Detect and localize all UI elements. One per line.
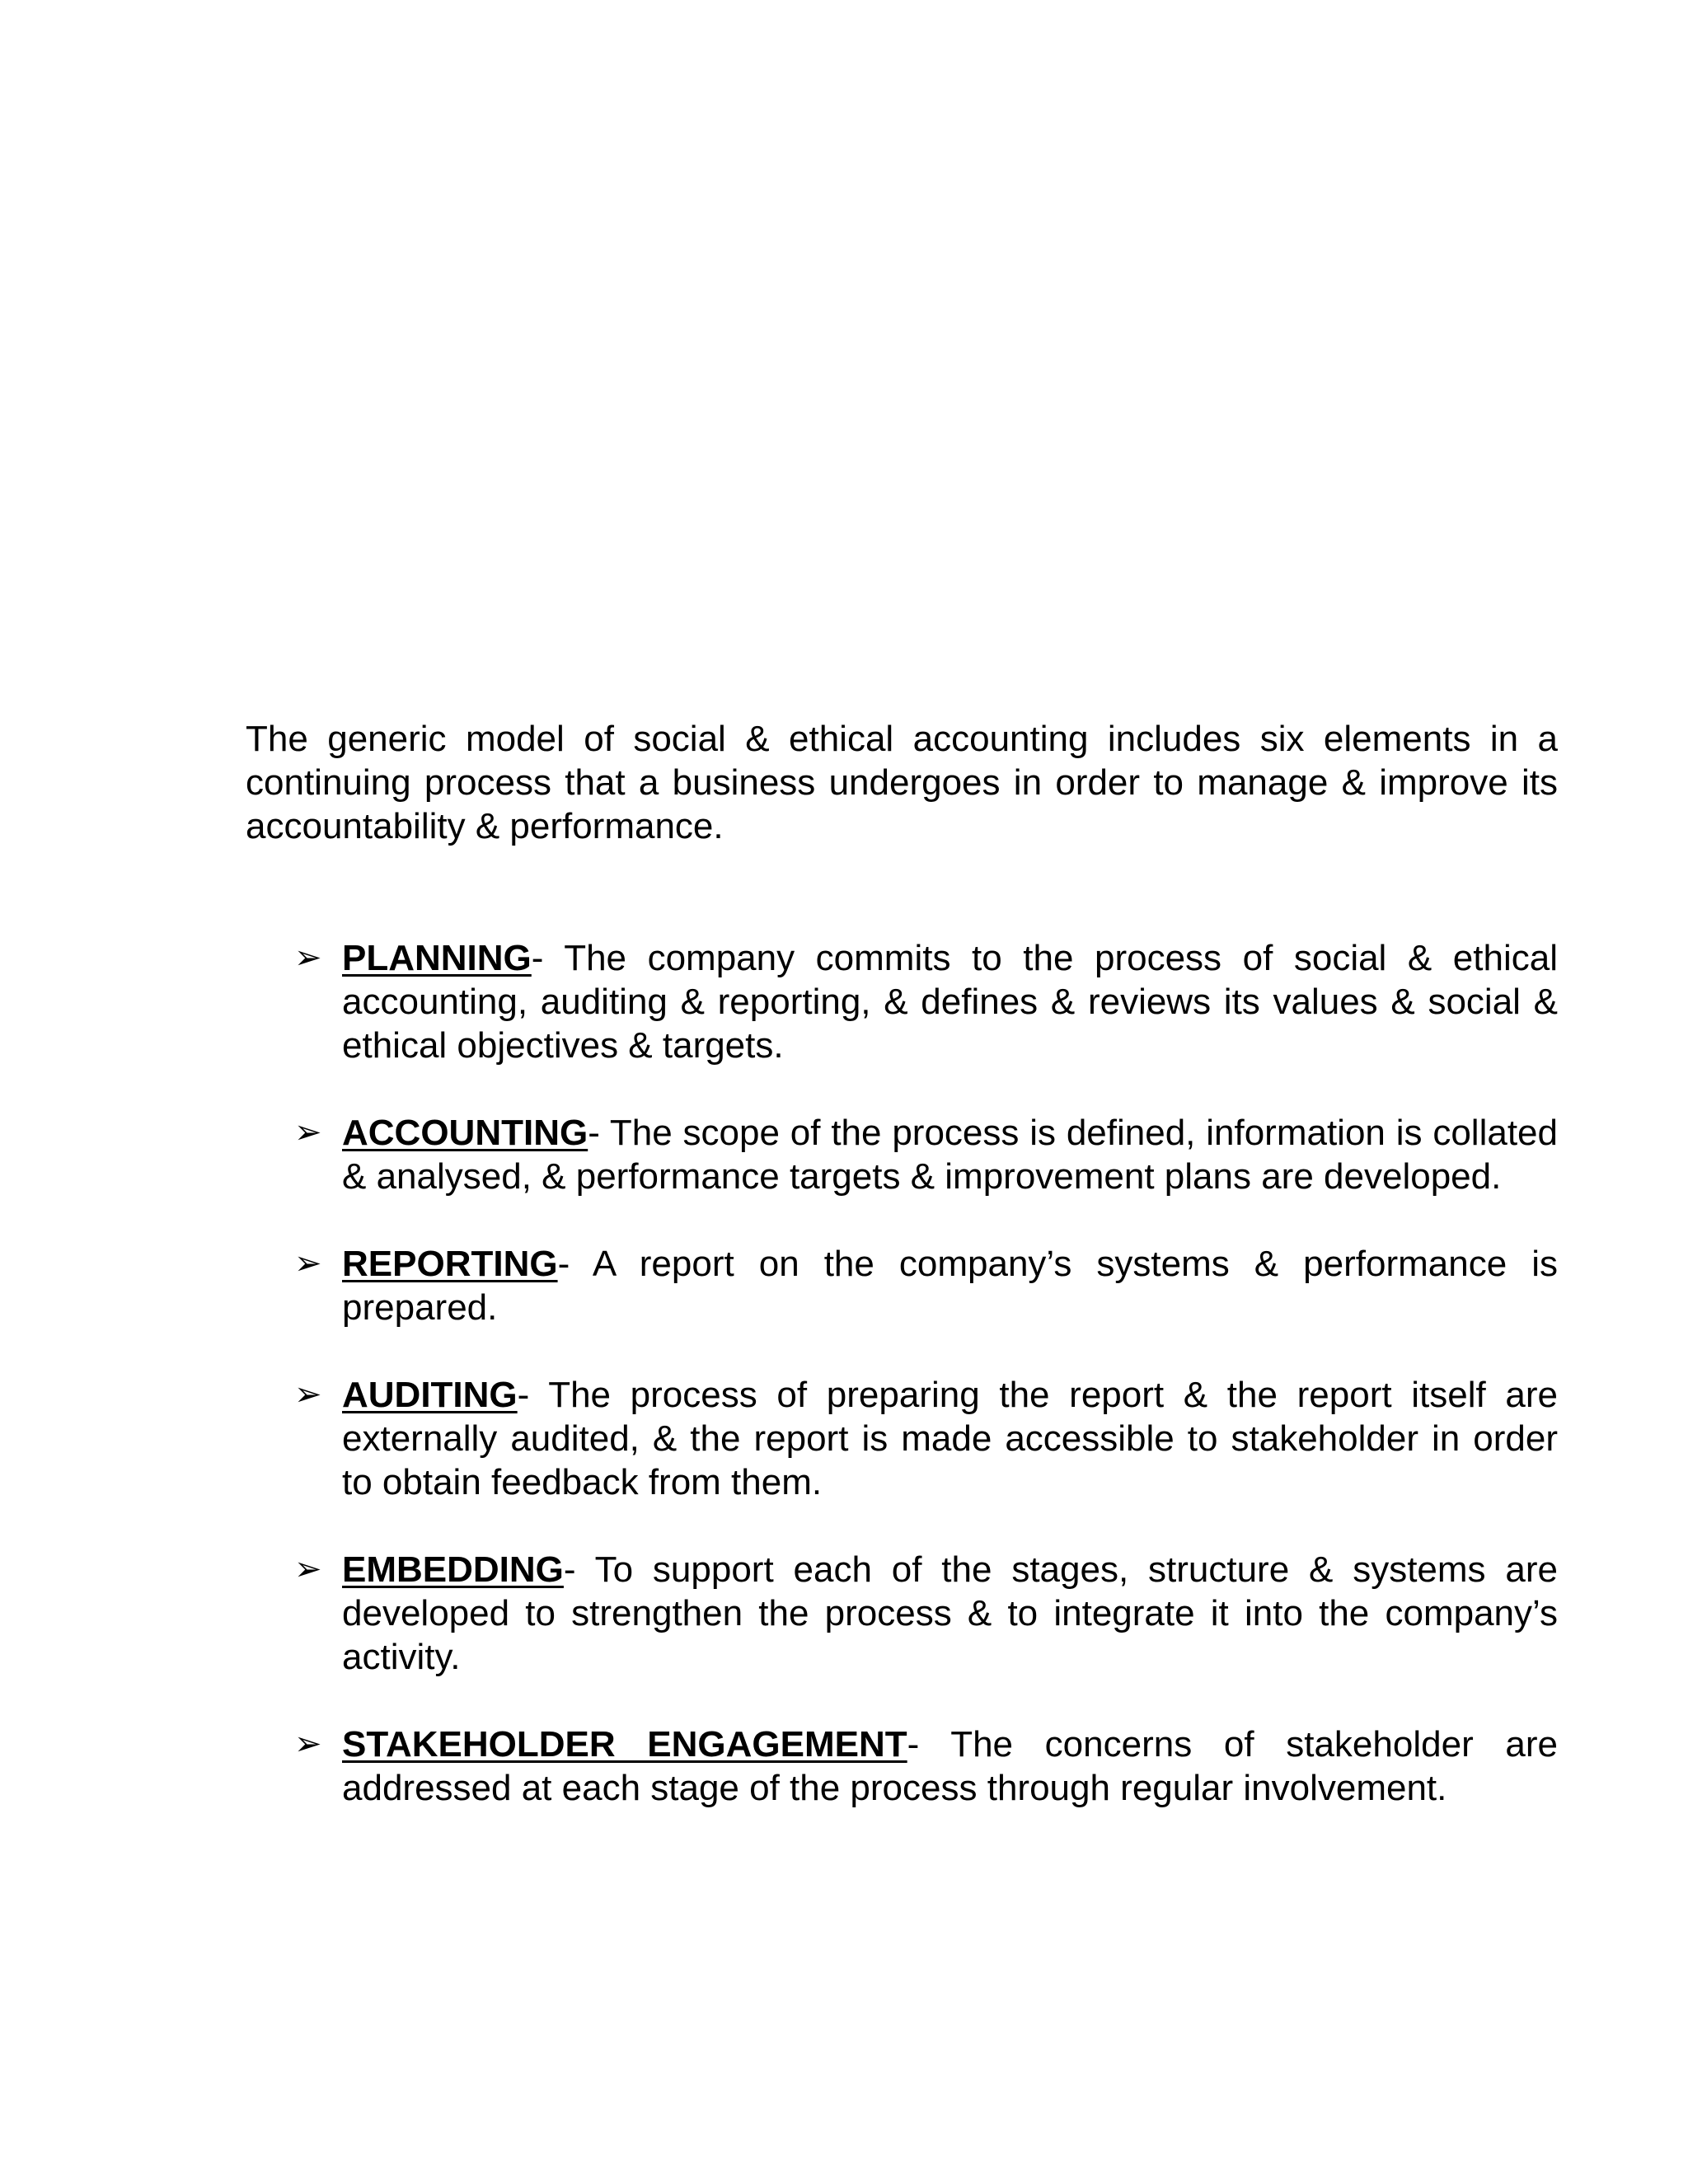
- item-text: The process of preparing the report & the report itself are externally audited, & the report is made accessible to stakeholder in order to obtain feedback from them.: [342, 1375, 1558, 1502]
- item-text: The company commits to the process of social & ethical accounting, auditing & reporting, & defines & reviews its values & social & ethical objectives & targets.: [342, 938, 1558, 1066]
- item-separator: -: [531, 938, 565, 978]
- item-separator: -: [907, 1724, 951, 1765]
- item-term: ACCOUNTING: [342, 1113, 588, 1153]
- item-term: PLANNING: [342, 938, 532, 978]
- item-term: EMBEDDING: [342, 1549, 564, 1590]
- list-item-auditing: [293, 1373, 1558, 1504]
- arrowhead-bullet-icon: ➢: [294, 939, 322, 977]
- item-separator: -: [557, 1244, 593, 1284]
- item-text: The concerns of stakeholder are addressed at each stage of the process through regular involvement.: [342, 1724, 1558, 1808]
- item-text: The scope of the process is defined, information is collated & analysed, & performance targets & improvement plans are developed.: [342, 1113, 1558, 1197]
- list-item-embedding: [293, 1548, 1558, 1679]
- intro-paragraph: The generic model of social & ethical accounting includes six elements in a continuing process that a business undergoes in order to manage & improve its accountability & performance.: [246, 719, 1558, 846]
- item-term: REPORTING: [342, 1244, 558, 1284]
- item-separator: -: [563, 1549, 595, 1590]
- list-item-stakeholder-engagement: [293, 1722, 1558, 1810]
- item-text: To support each of the stages, structure & systems are developed to strengthen the process & to integrate it into the company’s activity.: [342, 1549, 1558, 1677]
- arrowhead-bullet-icon: ➢: [294, 1550, 322, 1588]
- list-item-planning: [293, 936, 1558, 1067]
- item-separator: -: [517, 1375, 549, 1415]
- arrowhead-bullet-icon: ➢: [294, 1244, 322, 1282]
- item-separator: -: [588, 1113, 610, 1153]
- arrowhead-bullet-icon: ➢: [294, 1376, 322, 1413]
- arrowhead-bullet-icon: ➢: [294, 1725, 322, 1763]
- list-item-reporting: [293, 1242, 1558, 1329]
- item-term: AUDITING: [342, 1375, 518, 1415]
- item-text: A report on the company’s systems & performance is prepared.: [342, 1244, 1558, 1328]
- arrowhead-bullet-icon: ➢: [294, 1113, 322, 1151]
- list-item-accounting: [293, 1111, 1558, 1198]
- item-term: STAKEHOLDER ENGAGEMENT: [342, 1724, 907, 1765]
- elements-list: [293, 936, 1558, 1854]
